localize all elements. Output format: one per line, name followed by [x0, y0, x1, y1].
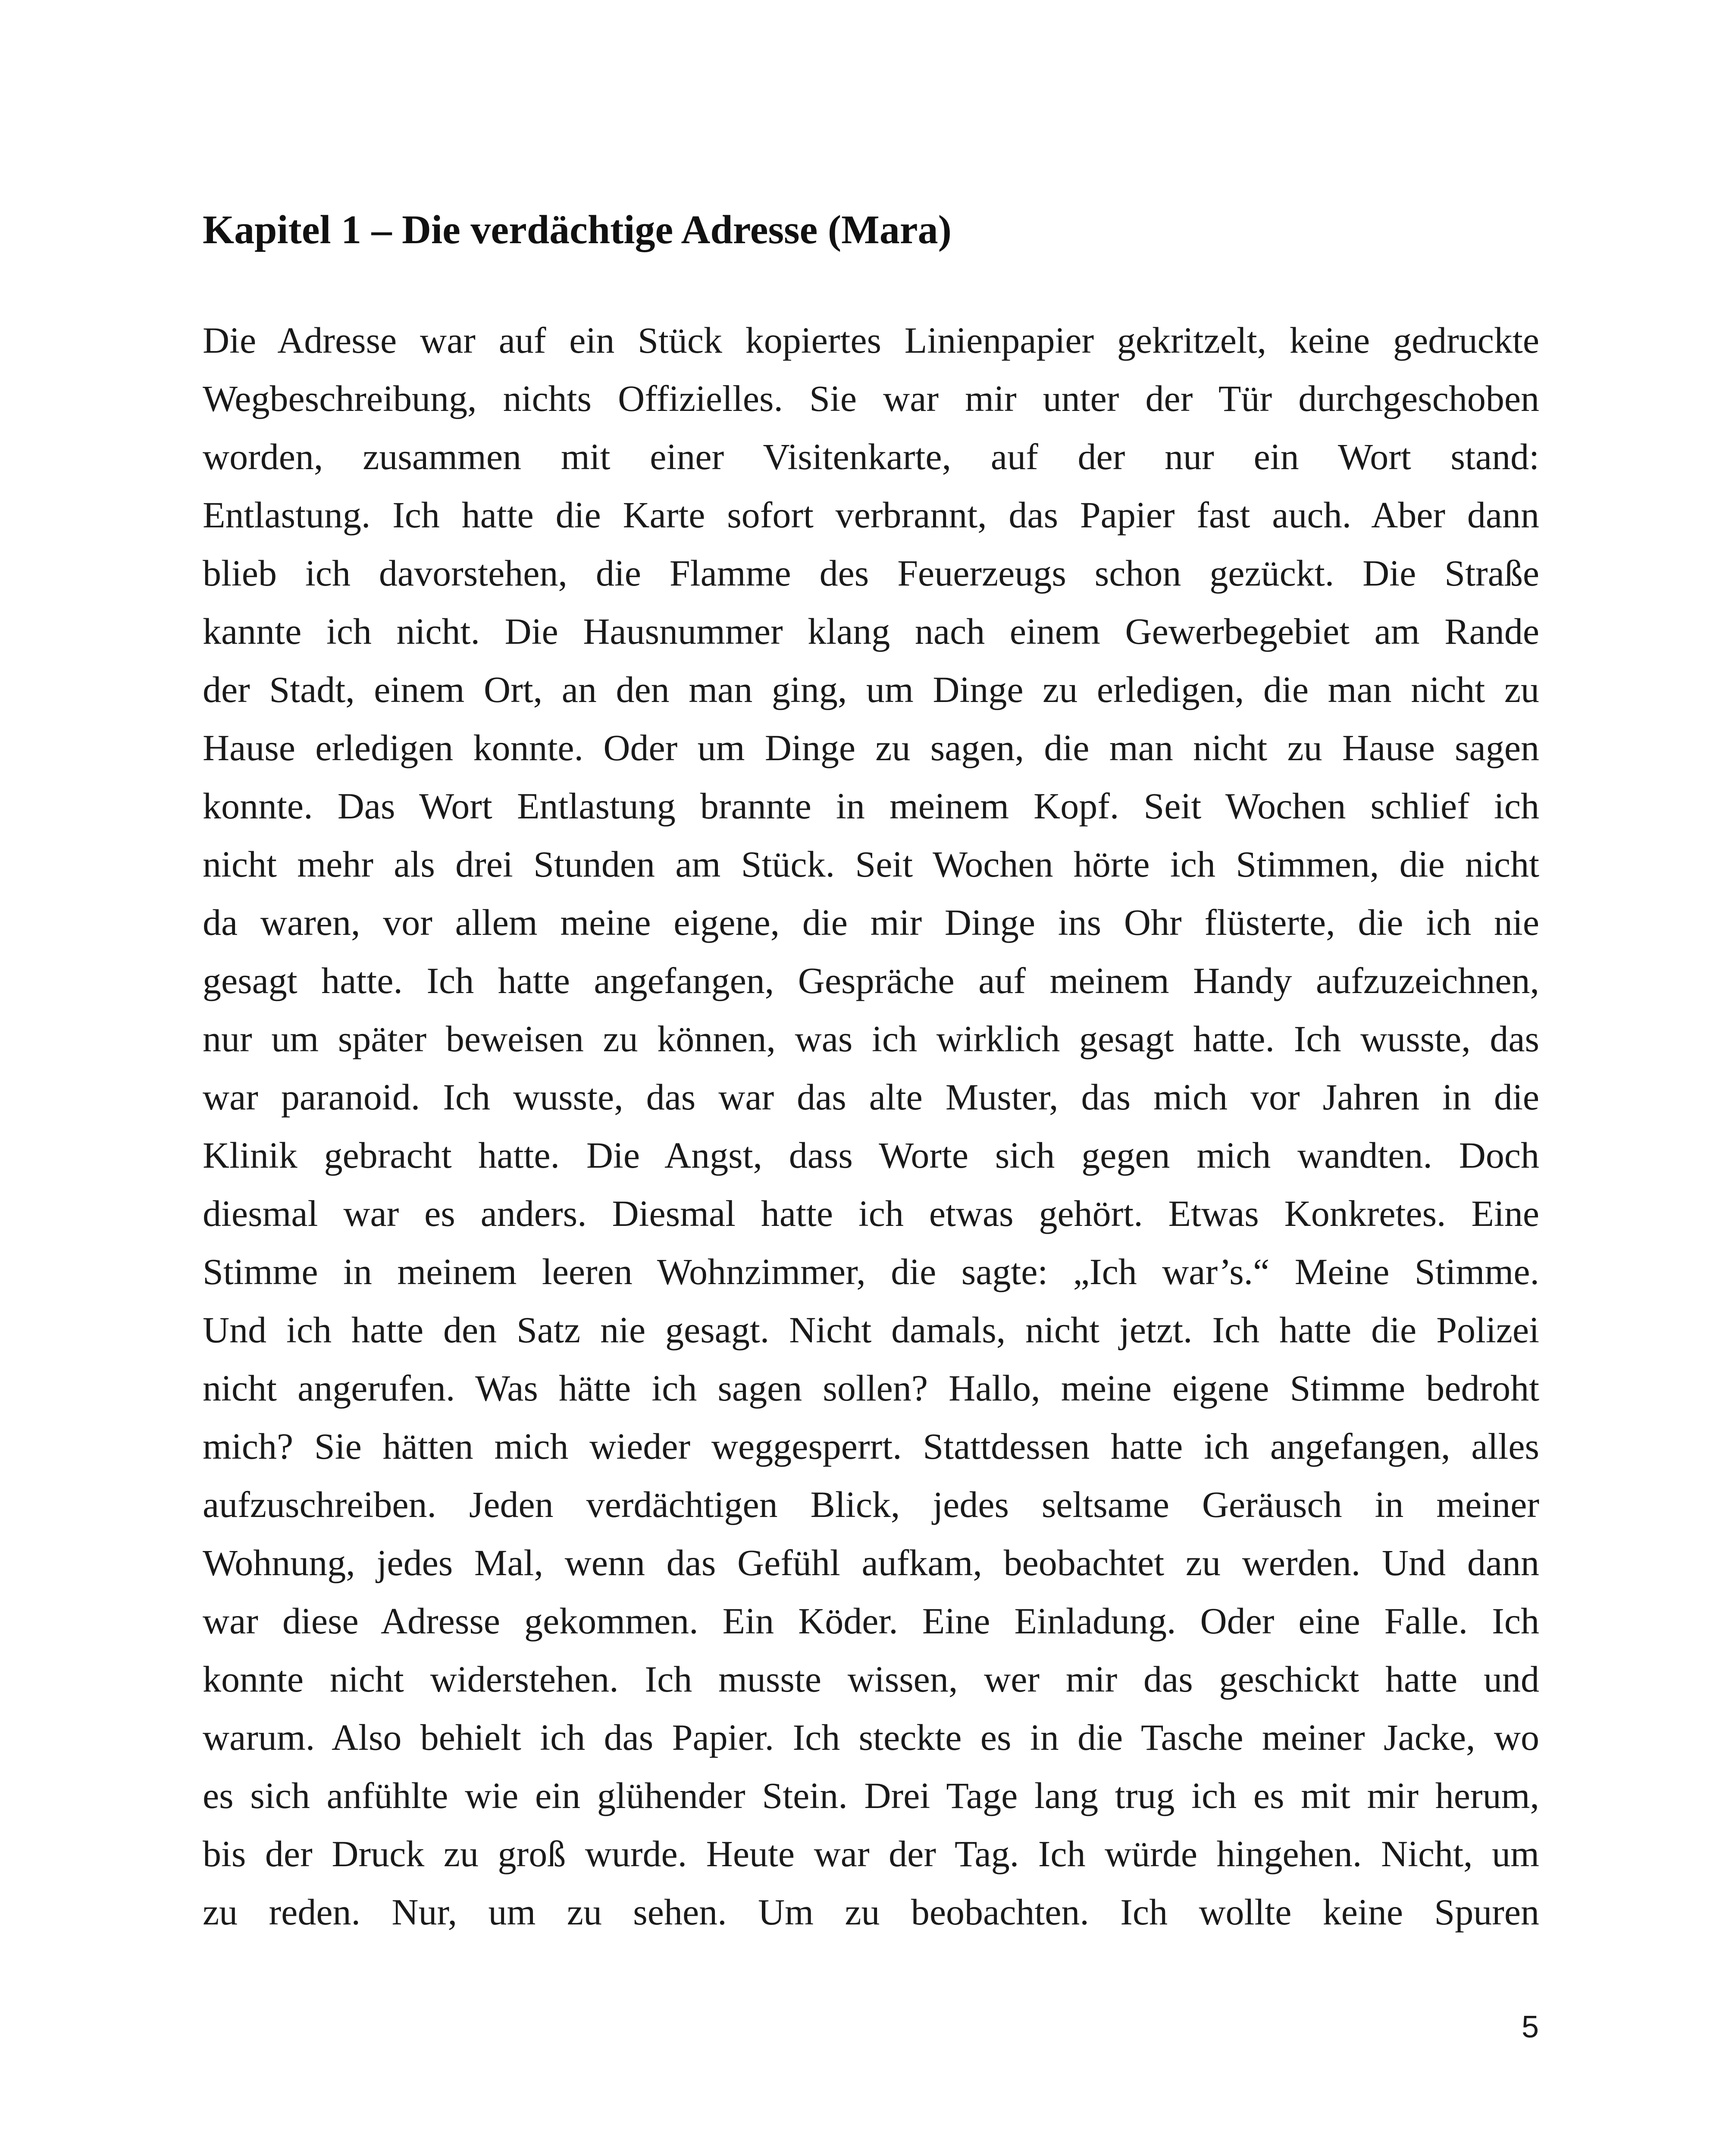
text-line: mich? Sie hätten mich wieder weggesperrt. Stattdessen hatte ich angefangen, alles — [203, 1426, 1539, 1467]
text-line: nur um später beweisen zu können, was ich wirklich gesagt hatte. Ich wusste, das — [203, 1018, 1539, 1059]
text-line: warum. Also behielt ich das Papier. Ich steckte es in die Tasche meiner Jacke, wo — [203, 1717, 1539, 1758]
text-line: blieb ich davorstehen, die Flamme des Feuerzeugs schon gezückt. Die Straße — [203, 552, 1539, 594]
text-line: Klinik gebracht hatte. Die Angst, dass Worte sich gegen mich wandten. Doch — [203, 1134, 1539, 1176]
text-line: Die Adresse war auf ein Stück kopiertes Linienpapier gekritzelt, keine gedruckte — [203, 320, 1539, 361]
text-line: da waren, vor allem meine eigene, die mir Dinge ins Ohr flüsterte, die ich nie — [203, 902, 1539, 943]
text-line: kannte ich nicht. Die Hausnummer klang nach einem Gewerbegebiet am Rande — [203, 611, 1539, 652]
text-line: aufzuschreiben. Jeden verdächtigen Blick, jedes seltsame Geräusch in meiner — [203, 1484, 1539, 1525]
text-line: nicht mehr als drei Stunden am Stück. Seit Wochen hörte ich Stimmen, die nicht — [203, 843, 1539, 885]
text-line: der Stadt, einem Ort, an den man ging, um Dinge zu erledigen, die man nicht zu — [203, 669, 1539, 710]
text-line: Wegbeschreibung, nichts Offizielles. Sie war mir unter der Tür durchgeschoben — [203, 378, 1539, 419]
text-line: konnte nicht widerstehen. Ich musste wissen, wer mir das geschickt hatte und — [203, 1658, 1539, 1700]
text-line: konnte. Das Wort Entlastung brannte in meinem Kopf. Seit Wochen schlief ich — [203, 785, 1539, 827]
body-paragraph — [203, 311, 1539, 1941]
text-line: worden, zusammen mit einer Visitenkarte, auf der nur ein Wort stand: — [203, 436, 1539, 477]
text-line: gesagt hatte. Ich hatte angefangen, Gespräche auf meinem Handy aufzuzeichnen, — [203, 960, 1539, 1001]
text-line: nicht angerufen. Was hätte ich sagen sollen? Hallo, meine eigene Stimme bedroht — [203, 1367, 1539, 1409]
text-line: Und ich hatte den Satz nie gesagt. Nicht damals, nicht jetzt. Ich hatte die Polizei — [203, 1309, 1539, 1351]
chapter-title: Kapitel 1 – Die verdächtige Adresse (Mara) — [203, 207, 952, 252]
text-line: Wohnung, jedes Mal, wenn das Gefühl aufkam, beobachtet zu werden. Und dann — [203, 1542, 1539, 1583]
text-line: war paranoid. Ich wusste, das war das alte Muster, das mich vor Jahren in die — [203, 1076, 1539, 1118]
text-line: war diese Adresse gekommen. Ein Köder. Eine Einladung. Oder eine Falle. Ich — [203, 1600, 1539, 1642]
text-line: es sich anfühlte wie ein glühender Stein. Drei Tage lang trug ich es mit mir herum, — [203, 1775, 1539, 1816]
page-number: 5 — [1521, 2010, 1539, 2044]
text-line: diesmal war es anders. Diesmal hatte ich etwas gehört. Etwas Konkretes. Eine — [203, 1193, 1539, 1234]
text-line: Hause erledigen konnte. Oder um Dinge zu sagen, die man nicht zu Hause sagen — [203, 727, 1539, 768]
text-line: zu reden. Nur, um zu sehen. Um zu beobachten. Ich wollte keine Spuren — [203, 1891, 1539, 1933]
text-line: Entlastung. Ich hatte die Karte sofort verbrannt, das Papier fast auch. Aber dann — [203, 494, 1539, 536]
text-line: bis der Druck zu groß wurde. Heute war der Tag. Ich würde hingehen. Nicht, um — [203, 1833, 1539, 1874]
text-line: Stimme in meinem leeren Wohnzimmer, die sagte: „Ich war’s.“ Meine Stimme. — [203, 1251, 1539, 1292]
